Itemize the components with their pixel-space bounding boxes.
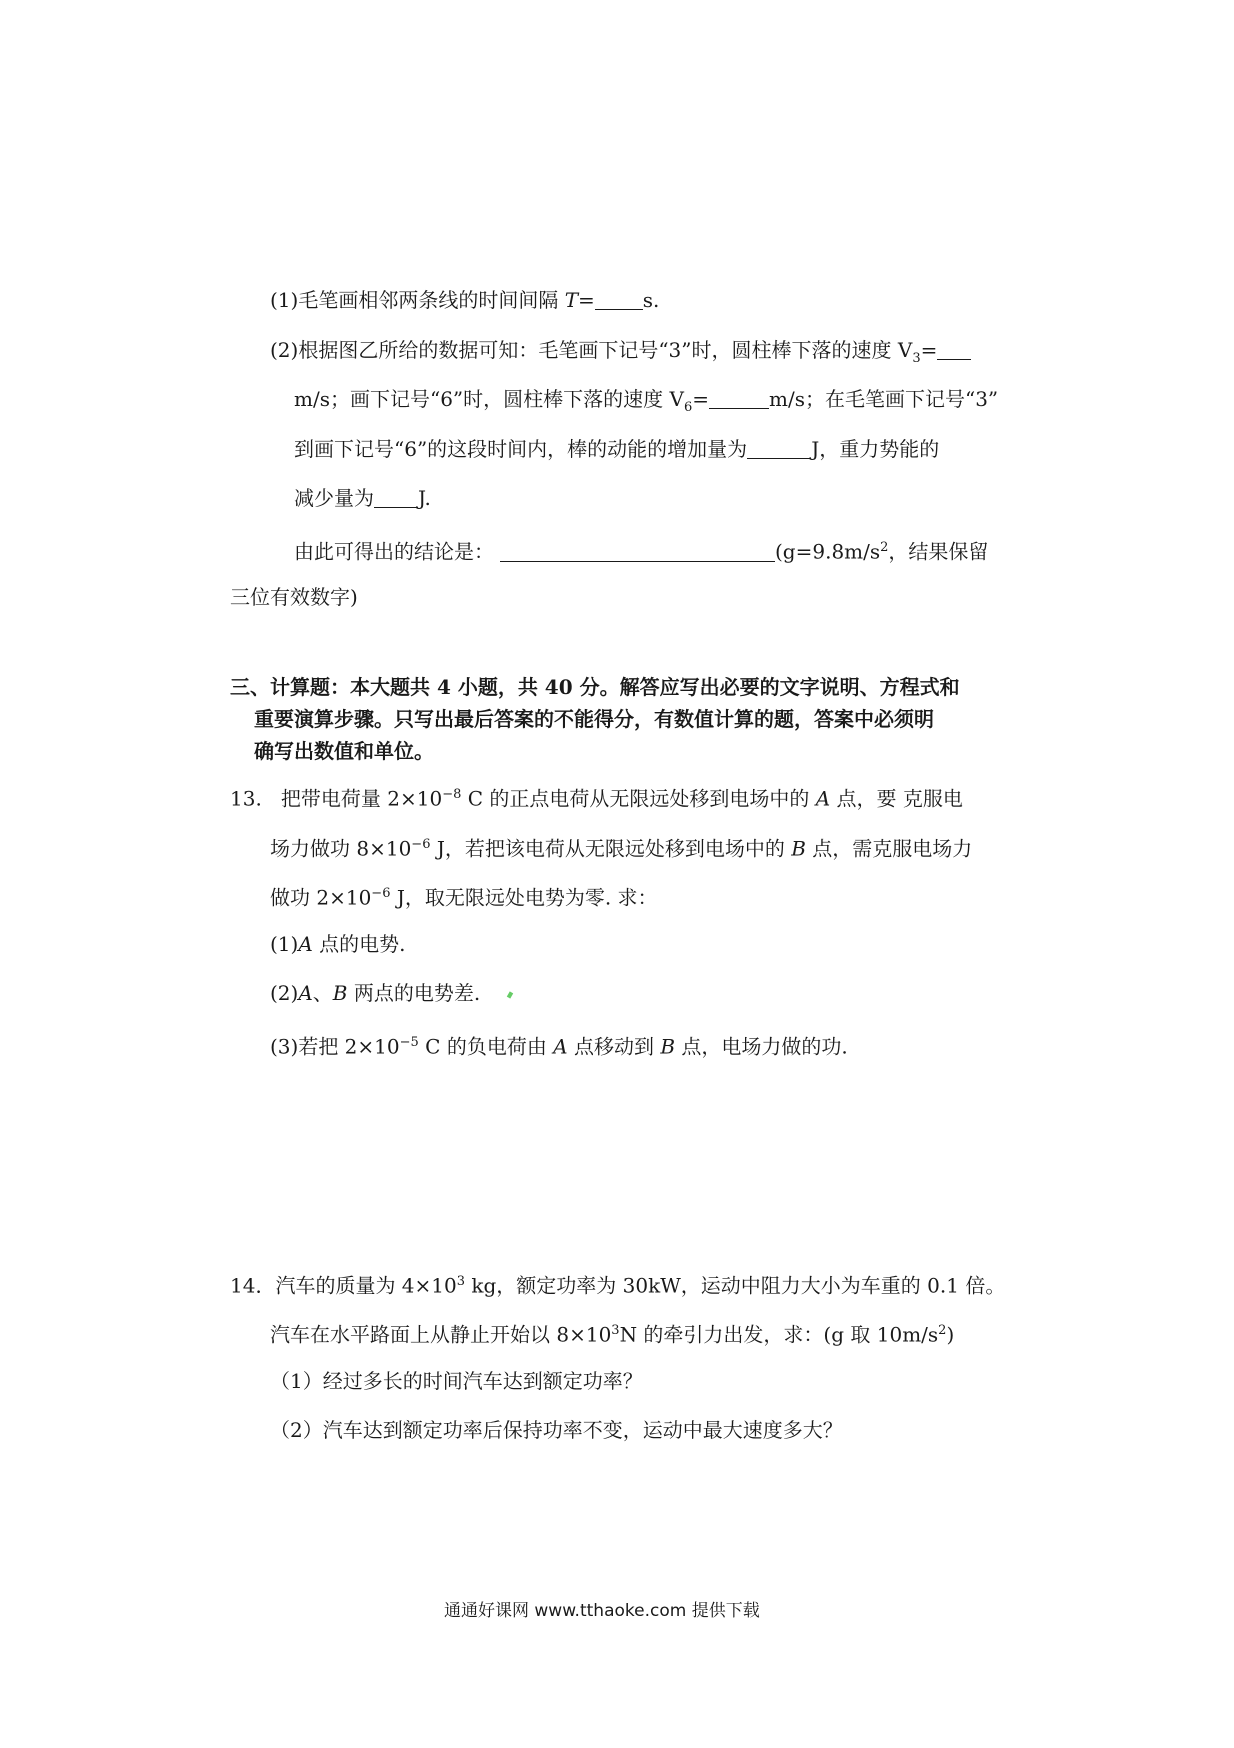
q13-sub3: (3)若把 $2\times 10^{-5}$ C 的负电荷由 A 点移动到 B 点，电场力做的功. <box>270 1034 848 1059</box>
answer-blank <box>500 541 775 562</box>
answer-blank <box>595 289 643 310</box>
q12-part2-line1: (2)根据图乙所给的数据可知：毛笔画下记号“3”时，圆柱棒下落的速度 $V_3=$ <box>270 337 971 372</box>
q14-line1: 14．汽车的质量为 $4\times 10^3$ kg，额定功率为 30kW，运动中阻力大小为车重的 0.1 倍。 <box>230 1273 1006 1298</box>
q13-sub1: (1)A 点的电势. <box>270 932 406 956</box>
q13-line3: 做功 $2\times 10^{-6}$ J，取无限远处电势为零. 求： <box>270 885 658 910</box>
q12-conclusion: 由此可得出的结论是： ($g=9.8m/s^2$，结果保留 <box>294 539 989 564</box>
q14-sub2: （2）汽车达到额定功率后保持功率不变，运动中最大速度多大？ <box>270 1418 843 1442</box>
answer-blank <box>937 339 971 360</box>
q14-line2: 汽车在水平路面上从静止开始以 $8\times 10^3N$ 的牵引力出发，求：(g 取 $10m/s^2$) <box>270 1322 955 1347</box>
section-heading-line2: 重要演算步骤。只写出最后答案的不能得分，有数值计算的题，答案中必须明 <box>254 707 934 731</box>
stray-mark <box>507 991 513 998</box>
answer-blank <box>374 487 418 508</box>
q14-sub1: （1）经过多长的时间汽车达到额定功率？ <box>270 1369 643 1393</box>
q12-part1: (1)毛笔画相邻两条线的时间间隔 T= s. <box>270 288 660 312</box>
q12-part2-line2: m/s；画下记号“6”时，圆柱棒下落的速度 $V_6= m/s$；在毛笔画下记号“3” <box>294 387 999 415</box>
q13-line1: 13. 把带电荷量 $2\times 10^{-8}$ C 的正点电荷从无限远处移到电场中的 A 点，要 克服电 <box>230 786 963 811</box>
q13-line2: 场力做功 $8\times 10^{-6}$ J，若把该电荷从无限远处移到电场中的 B 点，需克服电场力 <box>270 836 973 861</box>
q12-conclusion-line2: 三位有效数字) <box>230 585 358 609</box>
footer-text: 通通好课网 www.tthaoke.com 提供下载 <box>444 1601 760 1621</box>
section-heading-line3: 确写出数值和单位。 <box>254 739 434 763</box>
answer-blank <box>709 388 769 409</box>
q12-part2-line3: 到画下记号“6”的这段时间内，棒的动能的增加量为 J，重力势能的 <box>294 437 940 461</box>
section-heading-line1: 三、计算题：本大题共 4 小题，共 40 分。解答应写出必要的文字说明、方程式和 <box>230 675 960 699</box>
q12-part2-line4: 减少量为 J. <box>294 486 431 510</box>
answer-blank <box>747 438 811 459</box>
q13-sub2: (2)A、B 两点的电势差. <box>270 981 481 1005</box>
